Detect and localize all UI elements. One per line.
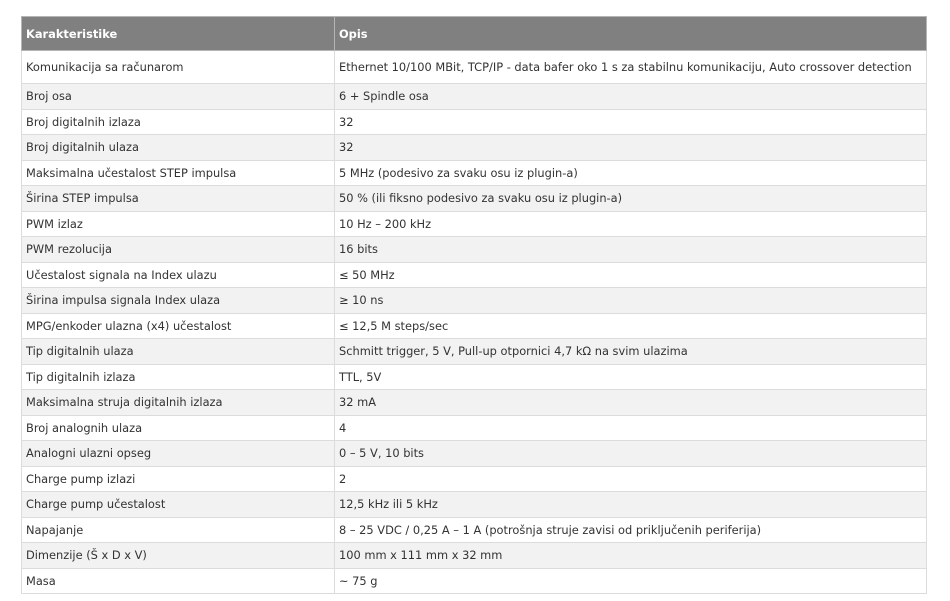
cell-description: ~ 75 g <box>335 568 927 594</box>
table-row <box>22 135 927 161</box>
cell-description: TTL, 5V <box>335 364 927 390</box>
cell-characteristic: Charge pump izlazi <box>22 466 335 492</box>
cell-characteristic: Masa <box>22 568 335 594</box>
cell-characteristic: Analogni ulazni opseg <box>22 441 335 467</box>
table-row <box>22 543 927 569</box>
table-row <box>22 211 927 237</box>
table-row <box>22 517 927 543</box>
cell-description: ≤ 50 MHz <box>335 262 927 288</box>
header-row <box>22 17 927 51</box>
table-row <box>22 109 927 135</box>
table-header <box>22 17 927 51</box>
table-row <box>22 492 927 518</box>
table-row <box>22 339 927 365</box>
cell-description: 32 mA <box>335 390 927 416</box>
cell-description: 8 – 25 VDC / 0,25 A – 1 A (potrošnja struje zavisi od priključenih periferija) <box>335 517 927 543</box>
cell-characteristic: Broj analognih ulaza <box>22 415 335 441</box>
table-row <box>22 262 927 288</box>
header-description: Opis <box>335 17 927 51</box>
cell-description: Ethernet 10/100 MBit, TCP/IP - data bafer oko 1 s za stabilnu komunikaciju, Auto crossover detection <box>335 51 927 84</box>
cell-characteristic: Učestalost signala na Index ulazu <box>22 262 335 288</box>
cell-characteristic: PWM rezolucija <box>22 237 335 263</box>
table-row <box>22 84 927 110</box>
cell-description: 32 <box>335 109 927 135</box>
cell-characteristic: Dimenzije (Š x D x V) <box>22 543 335 569</box>
cell-description: 10 Hz – 200 kHz <box>335 211 927 237</box>
table-row <box>22 313 927 339</box>
cell-description: ≥ 10 ns <box>335 288 927 314</box>
cell-description: 2 <box>335 466 927 492</box>
header-characteristics: Karakteristike <box>22 17 335 51</box>
table-row <box>22 364 927 390</box>
cell-characteristic: Tip digitalnih izlaza <box>22 364 335 390</box>
cell-characteristic: Tip digitalnih ulaza <box>22 339 335 365</box>
cell-description: 32 <box>335 135 927 161</box>
spec-table-container <box>21 16 926 594</box>
table-body <box>22 51 927 594</box>
table-row <box>22 186 927 212</box>
cell-characteristic: Broj digitalnih izlaza <box>22 109 335 135</box>
cell-characteristic: Komunikacija sa računarom <box>22 51 335 84</box>
cell-characteristic: Širina STEP impulsa <box>22 186 335 212</box>
spec-table <box>21 16 927 594</box>
table-row <box>22 160 927 186</box>
cell-characteristic: MPG/enkoder ulazna (x4) učestalost <box>22 313 335 339</box>
cell-characteristic: Maksimalna učestalost STEP impulsa <box>22 160 335 186</box>
cell-description: 4 <box>335 415 927 441</box>
cell-description: Schmitt trigger, 5 V, Pull-up otpornici 4,7 kΩ na svim ulazima <box>335 339 927 365</box>
table-row <box>22 390 927 416</box>
cell-characteristic: PWM izlaz <box>22 211 335 237</box>
table-row <box>22 237 927 263</box>
cell-characteristic: Napajanje <box>22 517 335 543</box>
cell-description: 12,5 kHz ili 5 kHz <box>335 492 927 518</box>
cell-characteristic: Maksimalna struja digitalnih izlaza <box>22 390 335 416</box>
cell-characteristic: Broj osa <box>22 84 335 110</box>
cell-characteristic: Širina impulsa signala Index ulaza <box>22 288 335 314</box>
cell-description: 6 + Spindle osa <box>335 84 927 110</box>
cell-description: 0 – 5 V, 10 bits <box>335 441 927 467</box>
cell-characteristic: Charge pump učestalost <box>22 492 335 518</box>
table-row <box>22 51 927 84</box>
table-row <box>22 288 927 314</box>
table-row <box>22 568 927 594</box>
table-row <box>22 466 927 492</box>
cell-description: ≤ 12,5 M steps/sec <box>335 313 927 339</box>
cell-description: 50 % (ili fiksno podesivo za svaku osu iz plugin-a) <box>335 186 927 212</box>
cell-description: 16 bits <box>335 237 927 263</box>
cell-characteristic: Broj digitalnih ulaza <box>22 135 335 161</box>
cell-description: 5 MHz (podesivo za svaku osu iz plugin-a) <box>335 160 927 186</box>
table-row <box>22 415 927 441</box>
cell-description: 100 mm x 111 mm x 32 mm <box>335 543 927 569</box>
table-row <box>22 441 927 467</box>
